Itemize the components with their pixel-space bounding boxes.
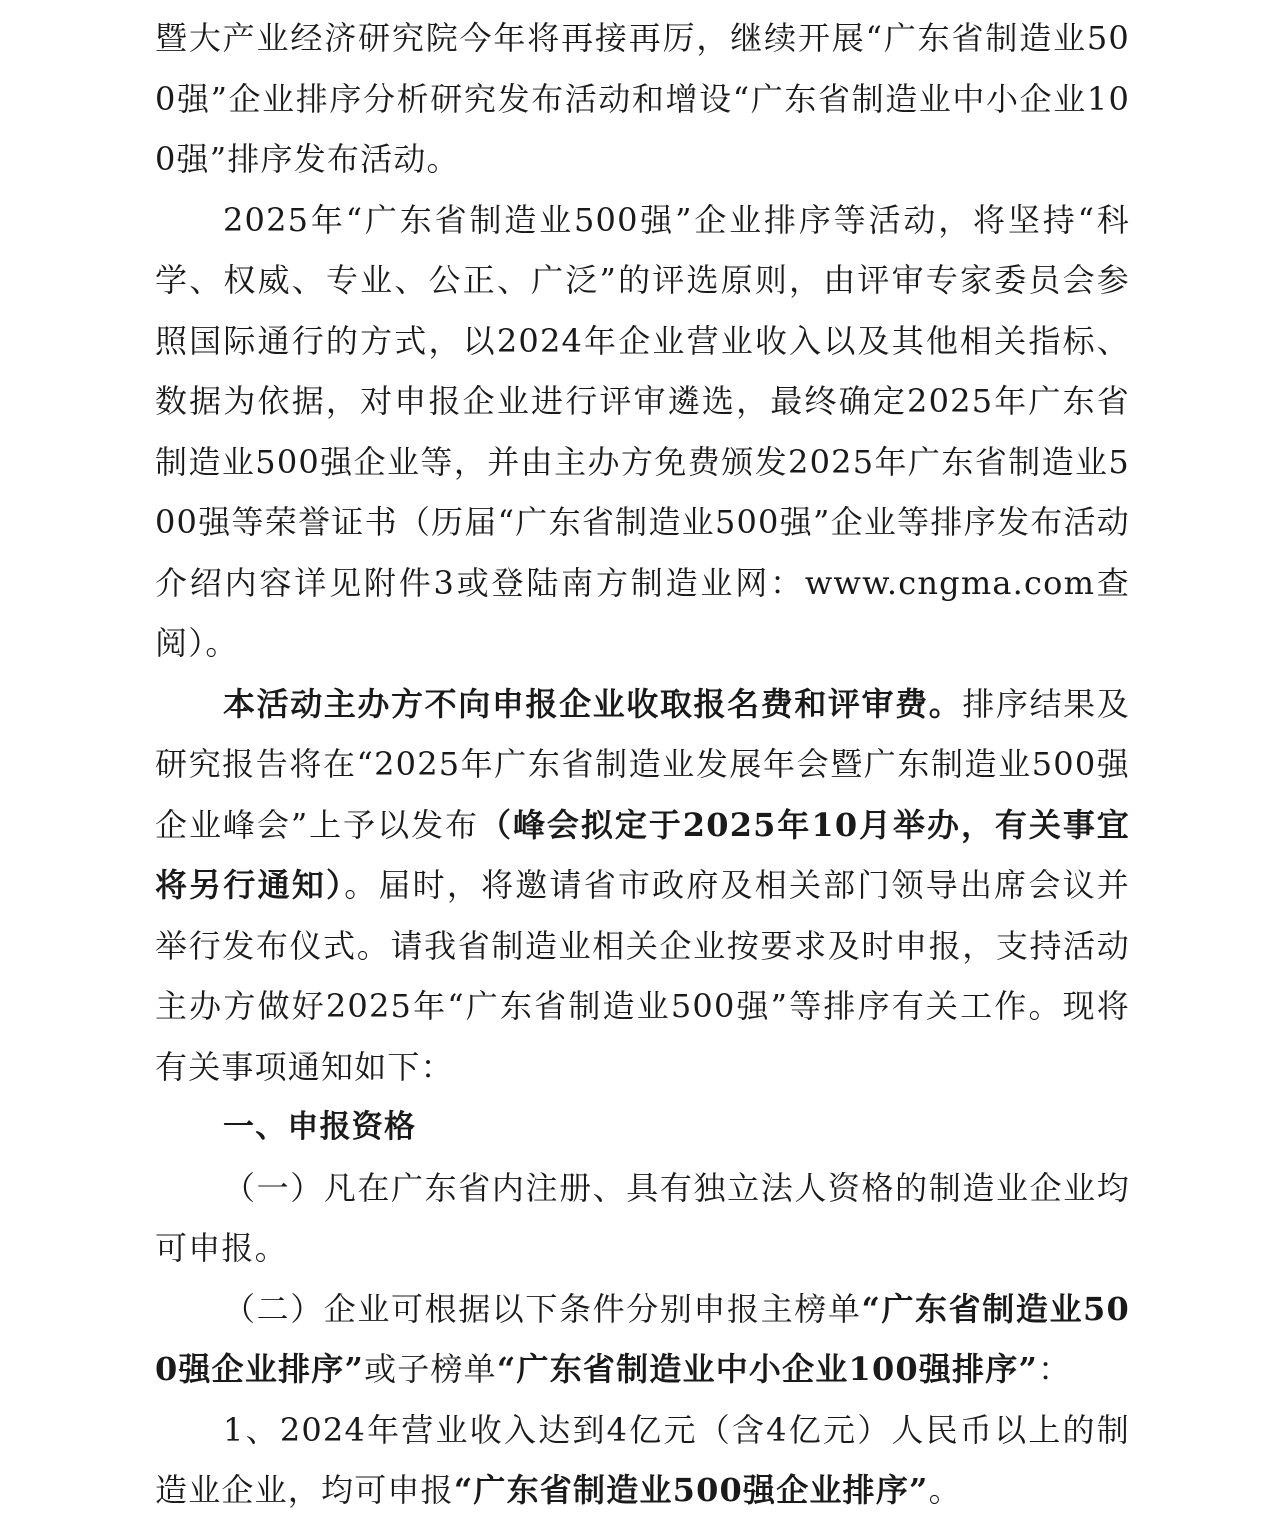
paragraph-revenue-condition	[155, 1400, 1130, 1521]
paragraph-eligibility-item-1: （一）凡在广东省内注册、具有独立法人资格的制造业企业均可申报。	[155, 1168, 1130, 1267]
document-page	[155, 8, 1130, 1521]
paragraph-evaluation-principles: 2025年“广东省制造业500强”企业排序等活动，将坚持“科学、权威、专业、公正、广泛”的评选原则，由评审专家委员会参照国际通行的方式，以2024年企业营业收入以及其他相关指标、数据为依据，对申报企业进行评审遴选，最终确定2025年广东省制造业500强企业等，并由主办方免费颁发2025年广东省制造业500强等荣誉证书（历届“广东省制造业500强”企业等排序发布活动介绍内容详见附件3或登陆南方制造业网：www.cngma.com查阅）。	[155, 200, 1130, 662]
main-list-name-repeat: “广东省制造业500强企业排序”	[453, 1471, 929, 1509]
list-selection-text: （二）企业可根据以下条件分别申报主榜单	[223, 1289, 862, 1328]
no-fee-statement: 本活动主办方不向申报企业收取报名费和评审费。	[223, 684, 963, 723]
section-heading-eligibility: 一、申报资格	[223, 1109, 417, 1145]
colon-text: ：	[1038, 1350, 1072, 1388]
paragraph-eligibility-item-2	[155, 1279, 1130, 1400]
summit-date-note: （峰会拟定于2025年10月举办，有关事宜将另行通知）	[155, 805, 1130, 904]
revenue-condition-text: 1、2024年营业收入达到4亿元（含4亿元）人民币以上的制造业企业，均可申报	[155, 1410, 1130, 1509]
main-list-name: “广东省制造业500强企业排序”	[155, 1289, 1130, 1388]
period-text: 。	[928, 1471, 962, 1509]
or-sublist-text: 或子榜单	[364, 1350, 497, 1388]
paragraph-intro-continued: 暨大产业经济研究院今年将再接再厉，继续开展“广东省制造业500强”企业排序分析研究发布活动和增设“广东省制造业中小企业100强”排序发布活动。	[155, 19, 1130, 178]
summit-invitation-text: 。届时，将邀请省市政府及相关部门领导出席会议并举行发布仪式。请我省制造业相关企业按要求及时申报，支持活动主办方做好2025年“广东省制造业500强”等排序有关工作。现将有关事项通知如下：	[155, 866, 1130, 1086]
sub-list-name: “广东省制造业中小企业100强排序”	[496, 1350, 1039, 1388]
summit-release-text: 排序结果及研究报告将在“2025年广东省制造业发展年会暨广东制造业500强企业峰会”上予以发布	[155, 684, 1130, 844]
paragraph-fee-and-summit	[155, 674, 1130, 1098]
